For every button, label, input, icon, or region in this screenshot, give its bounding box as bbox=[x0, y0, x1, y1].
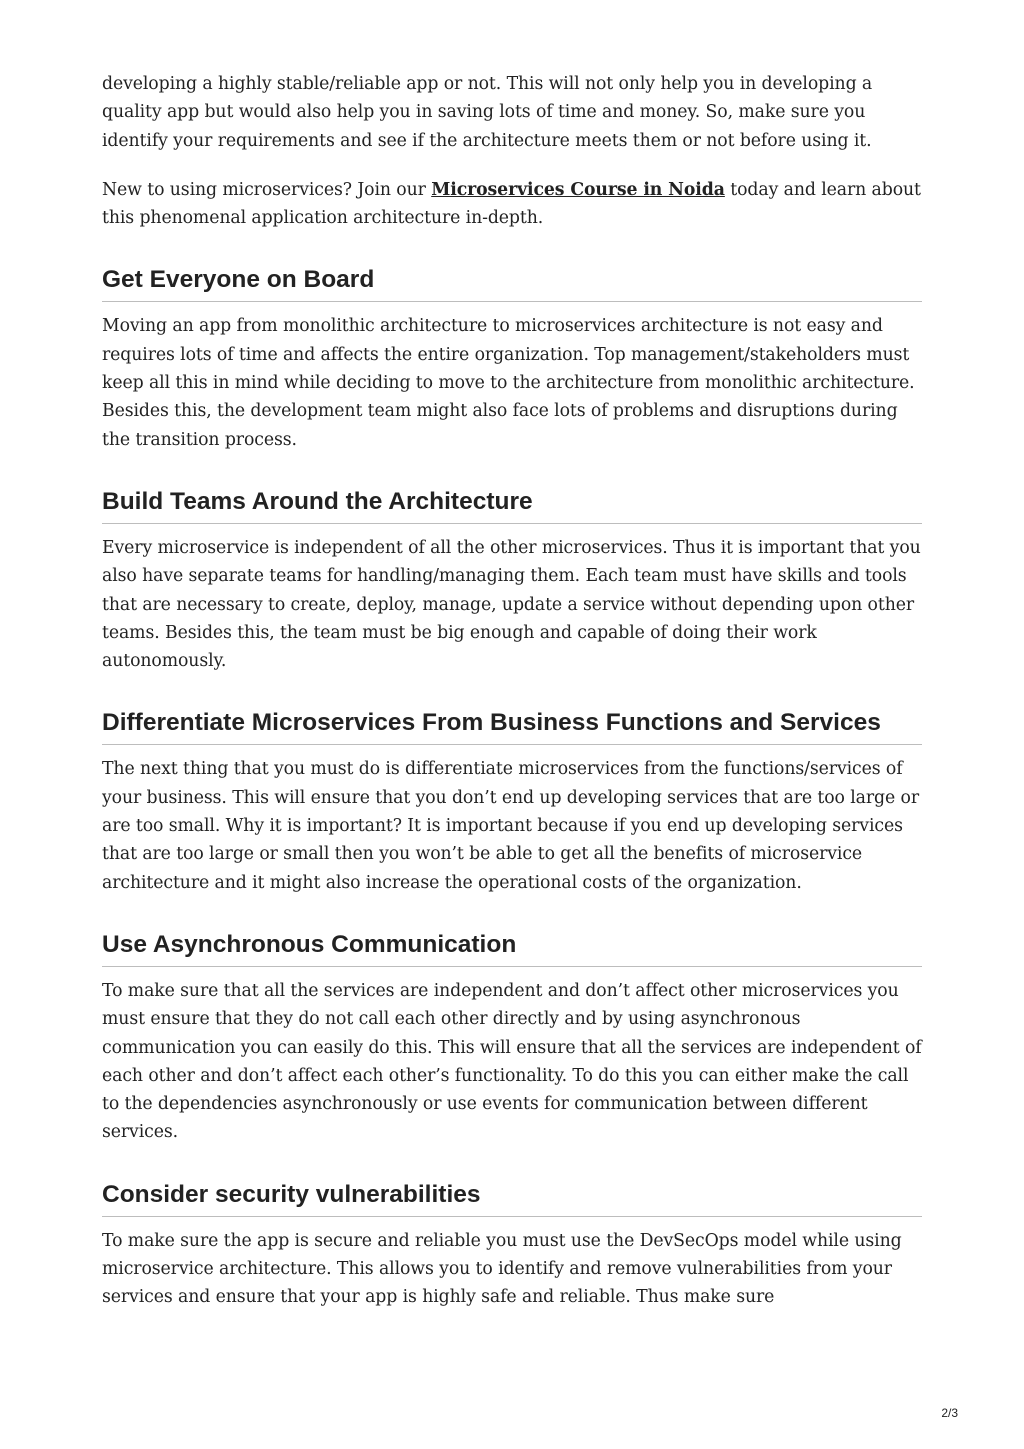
section-body: To make sure the app is secure and reliable you must use the DevSecOps model while using microservice architecture. This allows you to identify and remove vulnerabilities from your services and ensure that your app is highly safe and reliable. Thus make sure bbox=[102, 1230, 902, 1308]
microservices-course-link[interactable]: Microservices Course in Noida bbox=[431, 179, 725, 200]
course-paragraph bbox=[102, 176, 922, 233]
section-body: Every microservice is independent of all the other microservices. Thus it is important that you also have separate teams for handling/managing them. Each team must have skills and tools that are necessary to create, deploy, manage, update a service without depending upon other teams. Besides this, the team must be big enough and capable of doing their work autonomously. bbox=[102, 537, 921, 672]
course-text-after: today and learn about this phenomenal application architecture in-depth. bbox=[102, 179, 921, 229]
section-security-vulnerabilities bbox=[102, 1179, 922, 1312]
section-heading: Get Everyone on Board bbox=[102, 264, 922, 302]
section-get-everyone-on-board bbox=[102, 264, 922, 453]
section-heading: Use Asynchronous Communication bbox=[102, 929, 922, 967]
document-page bbox=[102, 70, 922, 1312]
section-heading: Build Teams Around the Architecture bbox=[102, 486, 922, 524]
section-build-teams bbox=[102, 486, 922, 675]
section-body: The next thing that you must do is differentiate microservices from the functions/services of your business. This will ensure that you don’t end up developing services that are too large or are too small. Why it is important? It is important because if you end up developing services that are too large or small then you won’t be able to get all the benefits of microservice architecture and it might also increase the operational costs of the organization. bbox=[102, 759, 919, 893]
intro-paragraph: developing a highly stable/reliable app or not. This will not only help you in developing a quality app but would also help you in saving lots of time and money. So, make sure you identify your requirements and see if the architecture meets them or not before using it. bbox=[102, 74, 873, 151]
section-asynchronous-communication bbox=[102, 929, 922, 1147]
page-number: 2/3 bbox=[941, 1406, 958, 1420]
course-text-before: New to using microservices? Join our bbox=[102, 179, 432, 200]
section-differentiate-microservices bbox=[102, 707, 922, 896]
section-heading: Differentiate Microservices From Business Functions and Services bbox=[102, 707, 922, 745]
section-heading: Consider security vulnerabilities bbox=[102, 1179, 922, 1217]
section-body: To make sure that all the services are independent and don’t affect other microservices you must ensure that they do not call each other directly and by using asynchronous communication you can easily do this. This will ensure that all the services are independent of each other and don’t affect each other’s functionality. To do this you can either make the call to the dependencies asynchronously or use events for communication between different services. bbox=[102, 980, 922, 1143]
section-body: Moving an app from monolithic architecture to microservices architecture is not easy and requires lots of time and affects the entire organization. Top management/stakeholders must keep all this in mind while deciding to move to the architecture from monolithic architecture. Besides this, the development team might also face lots of problems and disruptions during the transition process. bbox=[102, 316, 915, 450]
